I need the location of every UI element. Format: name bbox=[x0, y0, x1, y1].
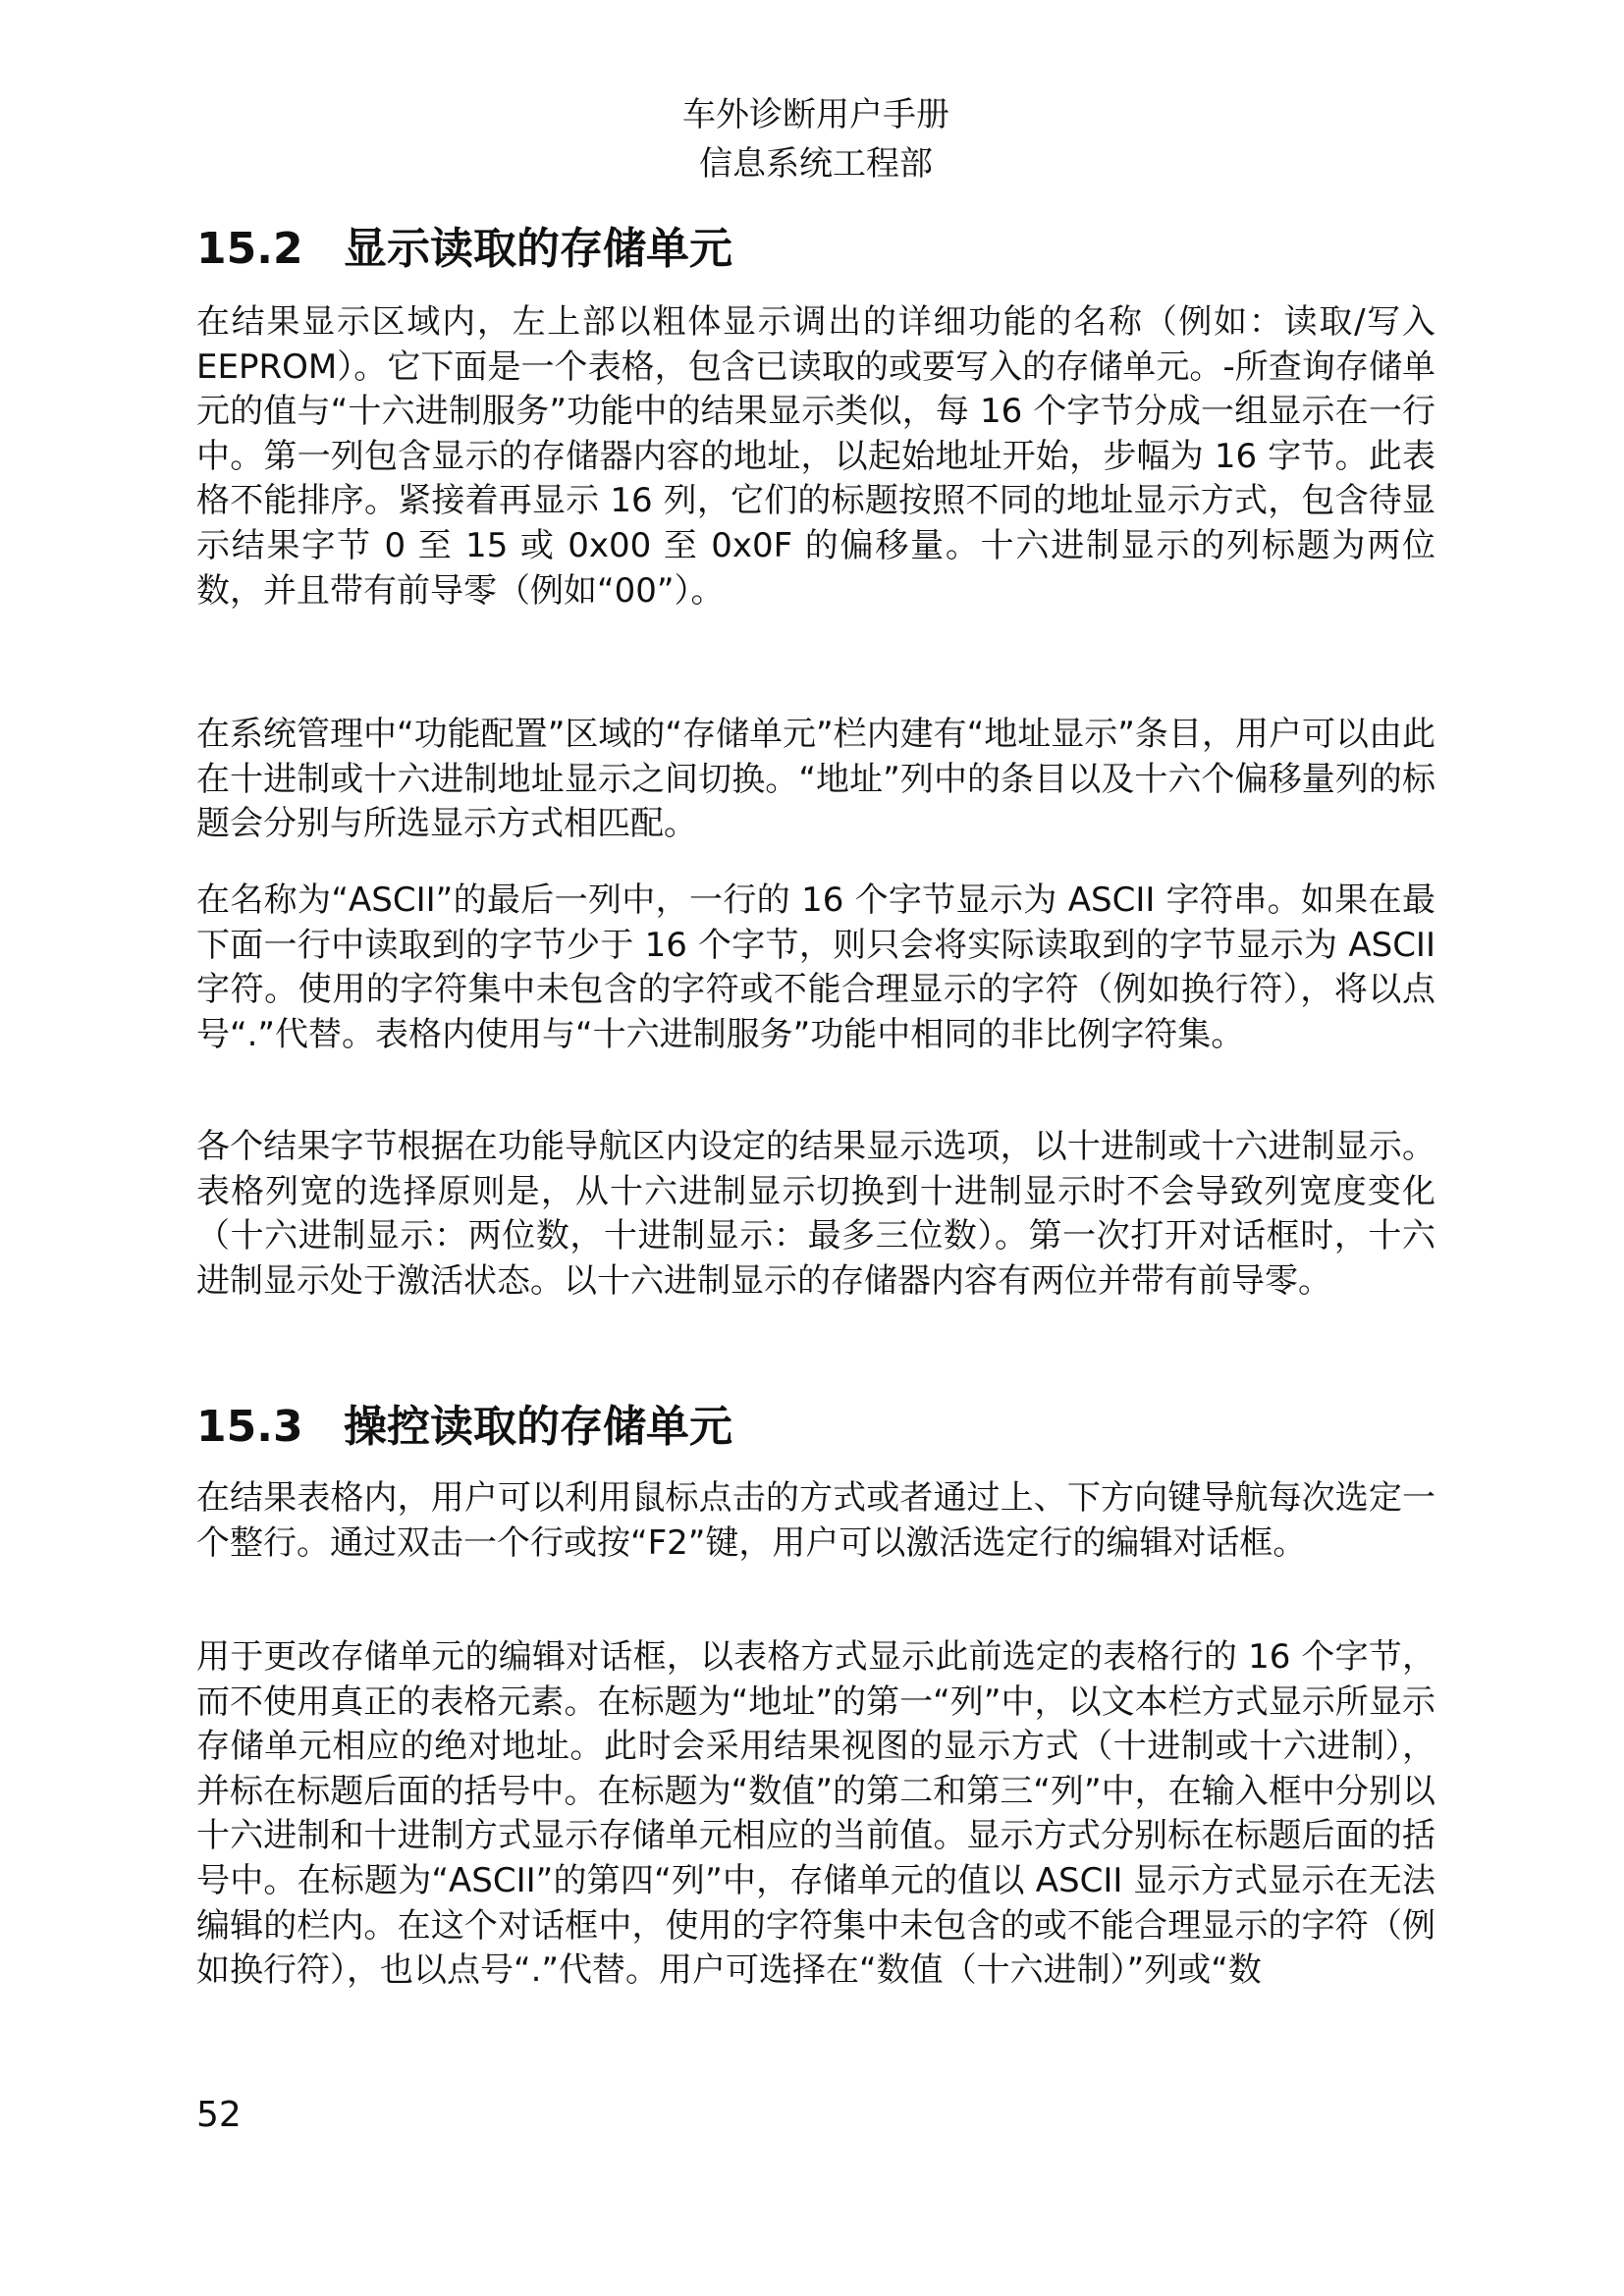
section-heading-15-3 bbox=[196, 1398, 732, 1457]
document-page bbox=[196, 0, 1435, 2296]
header-department: 信息系统工程部 bbox=[699, 144, 933, 184]
page-number: 52 bbox=[196, 2095, 242, 2135]
running-header bbox=[196, 90, 1435, 188]
section-number: 15.3 bbox=[196, 1402, 303, 1452]
paragraph: 在结果显示区域内，左上部以粗体显示调出的详细功能的名称（例如：读取/写入 EEPROM）。它下面是一个表格，包含已读取的或要写入的存储单元。-所查询存储单元的值与“十六进制服务”功能中的结果显示类似，每 16 个字节分成一组显示在一行中。第一列包含显示的存储器内容的地址，以起始地址开始，步幅为 16 字节。此表格不能排序。紧接着再显示 16 列，它们的标题按照不同的地址显示方式，包含待显示结果字节 0 至 15 或 0x00 至 0x0F 的偏移量。十六进制显示的列标题为两位数，并且带有前导零（例如“00”）。 bbox=[196, 302, 1435, 611]
section-title: 显示读取的存储单元 bbox=[344, 224, 732, 274]
header-manual-title: 车外诊断用户手册 bbox=[682, 95, 949, 134]
paragraph: 在系统管理中“功能配置”区域的“存储单元”栏内建有“地址显示”条目，用户可以由此在十进制或十六进制地址显示之间切换。“地址”列中的条目以及十六个偏移量列的标题会分别与所选显示方式相匹配。 bbox=[196, 715, 1435, 844]
section-number: 15.2 bbox=[196, 224, 303, 274]
paragraph: 用于更改存储单元的编辑对话框，以表格方式显示此前选定的表格行的 16 个字节，而不使用真正的表格元素。在标题为“地址”的第一“列”中，以文本栏方式显示所显示存储单元相应的绝对地址。此时会采用结果视图的显示方式（十进制或十六进制），并标在标题后面的括号中。在标题为“数值”的第二和第三“列”中，在输入框中分别以十六进制和十进制方式显示存储单元相应的当前值。显示方式分别标在标题后面的括号中。在标题为“ASCII”的第四“列”中，存储单元的值以 ASCII 显示方式显示在无法编辑的栏内。在这个对话框中，使用的字符集中未包含的或不能合理显示的字符（例如换行符），也以点号“.”代替。用户可选择在“数值（十六进制）”列或“数 bbox=[196, 1637, 1435, 1991]
section-title: 操控读取的存储单元 bbox=[344, 1402, 732, 1452]
paragraph: 各个结果字节根据在功能导航区内设定的结果显示选项，以十进制或十六进制显示。表格列宽的选择原则是，从十六进制显示切换到十进制显示时不会导致列宽度变化（十六进制显示：两位数，十进制显示：最多三位数）。第一次打开对话框时，十六进制显示处于激活状态。以十六进制显示的存储器内容有两位并带有前导零。 bbox=[196, 1127, 1435, 1301]
paragraph: 在结果表格内，用户可以利用鼠标点击的方式或者通过上、下方向键导航每次选定一个整行。通过双击一个行或按“F2”键，用户可以激活选定行的编辑对话框。 bbox=[196, 1478, 1435, 1563]
section-heading-15-2 bbox=[196, 220, 732, 279]
paragraph: 在名称为“ASCII”的最后一列中，一行的 16 个字节显示为 ASCII 字符串。如果在最下面一行中读取到的字节少于 16 个字节，则只会将实际读取到的字节显示为 ASCII 字符。使用的字符集中未包含的字符或不能合理显示的字符（例如换行符），将以点号“.”代替。表格内使用与“十六进制服务”功能中相同的非比例字符集。 bbox=[196, 881, 1435, 1054]
